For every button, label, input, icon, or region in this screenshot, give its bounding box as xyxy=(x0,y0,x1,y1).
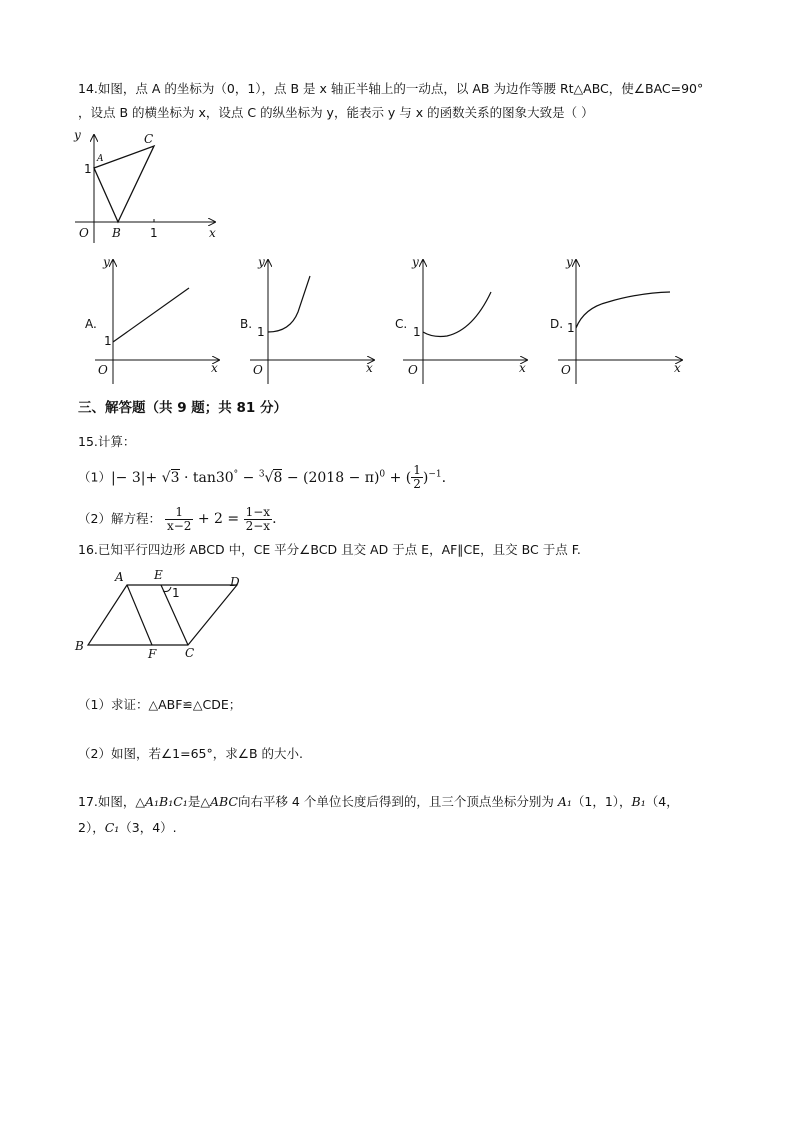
label-e: E xyxy=(154,568,163,582)
label-y: y xyxy=(258,255,265,269)
label-a: A xyxy=(97,154,104,164)
label-y: y xyxy=(103,255,110,269)
q15-part2-label: （2）解方程： xyxy=(78,511,161,526)
vertex-a1: A₁ xyxy=(557,794,572,809)
cbrt-value: 8 xyxy=(273,469,283,486)
curve xyxy=(268,276,310,332)
q14-main-figure xyxy=(70,125,230,245)
q15-part1-expr xyxy=(110,463,447,491)
q15-part1-label: （1） xyxy=(78,469,111,485)
curve xyxy=(113,288,189,342)
q15-part1 xyxy=(78,464,446,491)
segment-af xyxy=(127,585,152,645)
q14-line2: ，设点 B 的横坐标为 x，设点 C 的纵坐标为 y，能表示 y 与 x 的函数关系的图象大致是（ ） xyxy=(78,105,594,120)
a1-coords: （1，1）， xyxy=(571,794,632,809)
option-b-graph xyxy=(240,252,385,387)
label-x: x xyxy=(209,226,216,240)
label-a: A xyxy=(115,570,124,584)
q17-mid: 是△ xyxy=(187,794,210,809)
label-x: x xyxy=(366,361,373,375)
label-1x: 1 xyxy=(150,226,158,240)
frac-den: 2−x xyxy=(245,519,271,533)
degree: ° xyxy=(233,468,239,479)
plus-paren: + ( xyxy=(385,469,412,486)
label-b: B xyxy=(112,226,121,240)
label-1: 1 xyxy=(257,325,265,339)
frac-num: 1 xyxy=(413,463,421,477)
option-label: C. xyxy=(395,317,408,331)
sqrt-value: 3 xyxy=(170,469,180,486)
q17-intro: 17.如图，△ xyxy=(78,794,145,809)
minus: − xyxy=(238,469,259,486)
c1-coords: （3，4）. xyxy=(119,820,177,835)
fraction-2 xyxy=(244,506,272,533)
b1-coords-end: 2）， xyxy=(78,820,105,835)
q15-part2 xyxy=(78,506,277,533)
label-1: 1 xyxy=(413,325,421,339)
triangle-a1b1c1: A₁B₁C₁ xyxy=(145,794,188,809)
option-c-graph xyxy=(393,252,538,387)
curve xyxy=(423,292,491,337)
q17-post: 向右平移 4 个单位长度后得到的，且三个顶点坐标分别为 xyxy=(237,794,554,809)
label-b: B xyxy=(75,639,84,653)
cbrt-index: 3 xyxy=(258,468,265,479)
paren-term: − (2018 − π) xyxy=(282,469,380,486)
label-o: O xyxy=(561,363,571,377)
tan-term: · tan30 xyxy=(179,469,234,486)
parallelogram-abcd xyxy=(88,585,237,645)
label-x: x xyxy=(674,361,681,375)
frac-num: 1−x xyxy=(245,505,271,519)
angle-1-arc xyxy=(163,587,171,592)
option-a-graph xyxy=(85,252,230,387)
label-o: O xyxy=(253,363,263,377)
vertex-c1: C₁ xyxy=(104,820,120,835)
section-title: 三、解答题（共 9 题；共 81 分） xyxy=(78,400,287,416)
label-y: y xyxy=(74,128,81,142)
label-c: C xyxy=(144,132,154,146)
q16-part1: （1）求证：△ABF≌△CDE； xyxy=(78,697,242,712)
equation-mid: + 2 = xyxy=(193,511,244,527)
option-d-graph xyxy=(548,252,693,387)
option-label: D. xyxy=(550,317,564,331)
q16-title: 16.已知平行四边形 ABCD 中，CE 平分∠BCD 且交 AD 于点 E，AF∥CE，且交 BC 于点 F. xyxy=(78,542,581,557)
half-fraction xyxy=(411,464,423,491)
cbrt-symbol: √ xyxy=(264,469,274,486)
label-1: 1 xyxy=(172,586,180,600)
vertex-b1: B₁ xyxy=(631,794,646,809)
label-y: y xyxy=(566,255,573,269)
q17-line2 xyxy=(78,819,177,837)
label-1: 1 xyxy=(104,334,112,348)
q16-part2: （2）如图，若∠1=65°，求∠B 的大小. xyxy=(78,746,303,761)
label-x: x xyxy=(211,361,218,375)
parallelogram-figure xyxy=(70,565,255,665)
exponent-zero: 0 xyxy=(379,468,386,479)
abs-term: |− 3| xyxy=(110,469,146,486)
label-1: 1 xyxy=(567,321,575,335)
end-dot: . xyxy=(441,469,447,486)
curve xyxy=(576,292,670,328)
label-y: y xyxy=(412,255,419,269)
plus: + xyxy=(145,469,162,486)
close-paren: ) xyxy=(422,469,429,486)
label-x: x xyxy=(519,361,526,375)
frac-num: 1 xyxy=(165,506,193,520)
end-dot: . xyxy=(272,511,277,527)
q14-line1: 14.如图，点 A 的坐标为（0，1），点 B 是 x 轴正半轴上的一动点，以 AB 为边作等腰 Rt△ABC，使∠BAC=90° xyxy=(78,81,704,96)
label-c: C xyxy=(185,646,195,660)
q15-title: 15.计算： xyxy=(78,434,136,449)
label-o: O xyxy=(98,363,108,377)
frac-den: 2 xyxy=(413,477,421,491)
exponent-neg-one: −1 xyxy=(428,468,442,479)
option-label: B. xyxy=(240,317,253,331)
label-d: D xyxy=(230,575,240,589)
label-o: O xyxy=(79,226,89,240)
triangle-abc: ABC xyxy=(209,794,238,809)
label-o: O xyxy=(408,363,418,377)
label-f: F xyxy=(148,647,157,661)
label-1: 1 xyxy=(84,162,92,176)
q17-line1 xyxy=(78,793,679,811)
frac-den: x−2 xyxy=(166,519,192,533)
fraction-1 xyxy=(165,506,193,533)
sqrt-symbol: √ xyxy=(161,469,171,486)
option-label: A. xyxy=(85,317,97,331)
b1-coords: （4， xyxy=(645,794,679,809)
